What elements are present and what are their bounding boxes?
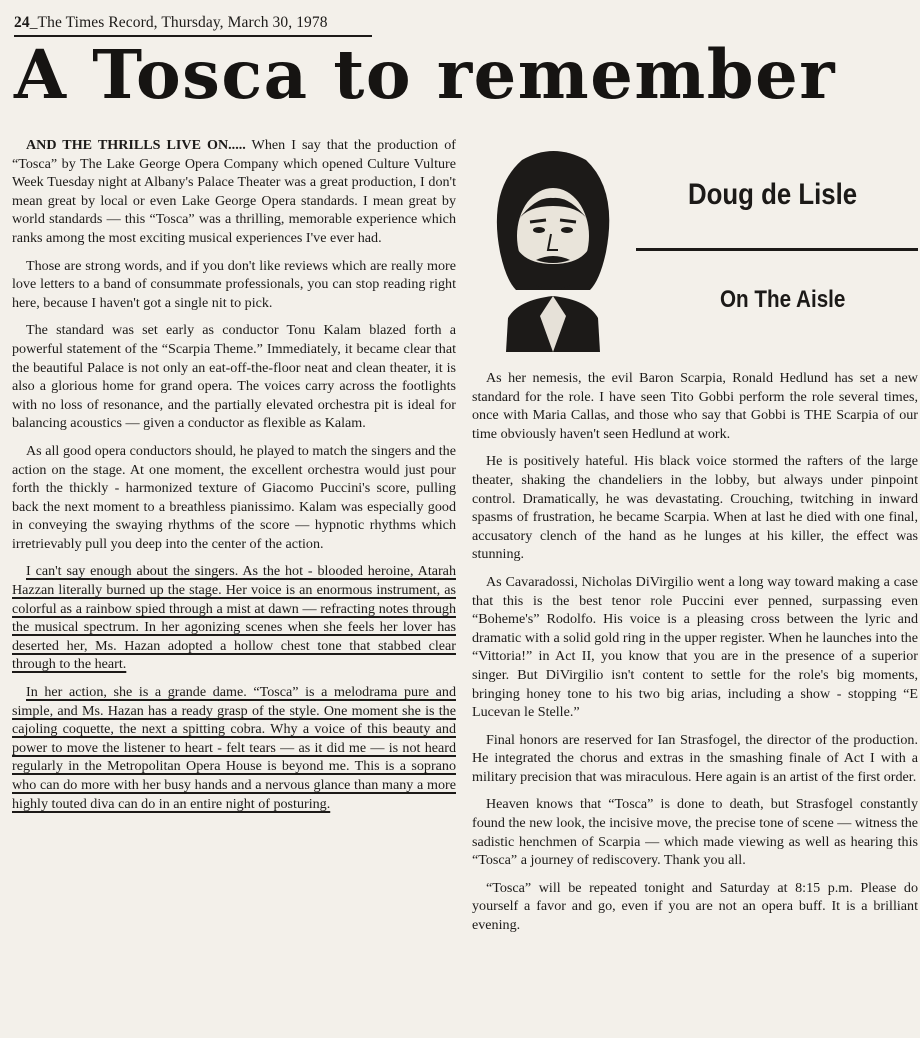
author-byline: Doug de Lisle	[688, 178, 858, 211]
paragraph: Heaven knows that “Tosca” is done to death, but Strasfogel constantly found the new look, the incisive move, the precise tone of scene — witness the sadistic henchmen of Scarpia — which made viewing as well as hearing this “Tosca” a journey of rediscovery. Thank you all.	[472, 796, 918, 869]
paragraph: As Cavaradossi, Nicholas DiVirgilio went a long way toward making a case that this is the best tenor role Puccini ever penned, surpassing even “Boheme's” Rodolfo. His voice is a pleasing cross between the lyric and dramatic with a solid gold ring in the upper register. When he launches into the “Vittoria!” in Act II, you know that you are in the presence of a superior singer. But DiVirgilio isn't content to settle for the role's big moments, bringing honey tone to his two big arias, including a show - stopping “E Lucevan le Stelle.”	[472, 573, 918, 721]
paragraph: As all good opera conductors should, he played to match the singers and the action on the stage. At one moment, the excellent orchestra would just pour forth the thickly - harmonized texture of Giacomo Puccini's score, pulling back the next moment to a breathless pianissimo. Kalam was especially good in conveying the swaying rhythms of the score — hypnotic rhythms which irretrievably pull you deep into the center of the action.	[12, 442, 456, 552]
masthead	[14, 14, 328, 32]
paragraph: He is positively hateful. His black voice stormed the rafters of the large theater, shaking the chandeliers in the lobby, but always under pinpoint control. Dramatically, he was devastating. Crouching, twitching in inward spasms of frustration, he became Scarpia. When at last he died with one final, accusatory clench of the hand as he lunges at his killer, the effect was stunning.	[472, 453, 918, 563]
lead-in: AND THE THRILLS LIVE ON.....	[26, 137, 246, 153]
paragraph: As her nemesis, the evil Baron Scarpia, Ronald Hedlund has set a new standard for the role. I have seen Tito Gobbi perform the role several times, once with Maria Callas, and those who say that Gobbi is THE Scarpia of our time obviously haven't seen Hedlund at work.	[472, 370, 918, 442]
author-portrait	[478, 140, 628, 352]
underlined-paragraph: I can't say enough about the singers. As the hot - blooded heroine, Atarah Hazzan literally burned up the stage. Her voice is an enormous instrument, as colorful as a rainbow spied through a mist at dawn — refracting notes through the musical spectrum. In her agonizing scenes when she feels her lover has deserted her, Ms. Hazan adopted a hollow chest tone that stabbed clear through to the heart.	[12, 563, 456, 673]
byline-rule	[636, 248, 918, 251]
headline: A Tosca to remember	[14, 35, 836, 114]
masthead-line: _The Times Record, Thursday, March 30, 1978	[29, 14, 328, 31]
right-column	[472, 369, 918, 944]
paragraph-body: When I say that the production of “Tosca” by The Lake George Opera Company which opened Culture Vulture Week Tuesday night at Albany's Palace Theater was a great production, I don't mean great by local or even Lake George Opera standards. I mean great by world standards — this “Tosca” was a thrilling, memorable experience which ranks among the most exciting musical experiences I've ever had.	[12, 137, 456, 246]
paragraph: Final honors are reserved for Ian Strasfogel, the director of the production. He integrated the chorus and extras in the smashing finale of Act I with a military precision that was miraculous. Here again is an artist of the first order.	[472, 731, 918, 785]
paragraph	[12, 136, 456, 248]
left-column	[12, 136, 456, 822]
underlined-paragraph: In her action, she is a grande dame. “Tosca” is a melodrama pure and simple, and Ms. Hazan has a ready grasp of the style. One moment she is the cajoling coquette, the next a spitting cobra. Why a voice of this beauty and power to move the listener to heart - felt tears — as it did me — is not heard regularly in the Metropolitan Opera House is beyond me. This is a soprano who can do more with her busy hands and a nervous glance than many a more highly touted diva can do in an entire night of posturing.	[12, 684, 456, 812]
column-name: On The Aisle	[720, 286, 846, 313]
paragraph: The standard was set early as conductor Tonu Kalam blazed forth a powerful statement of the “Scarpia Theme.” Immediately, it became clear that the beautiful Palace is not only an eat-off-the-floor neat and clean theater, it is also a glorious home for grand opera. The voices carry across the footlights with no loss of resonance, and the partially elevated orchestra pit is ideal for balancing acoustics — given a conductor as flexible as Kalam.	[12, 322, 456, 432]
paragraph: Those are strong words, and if you don't like reviews which are really more love letters to a band of consummate professionals, you can stop reading right here, because I haven't got a single nit to pick.	[12, 257, 456, 311]
paragraph: “Tosca” will be repeated tonight and Saturday at 8:15 p.m. Please do yourself a favor and go, even if you are not an opera buff. It is a brilliant evening.	[472, 879, 918, 934]
page-number: 24	[14, 14, 30, 31]
